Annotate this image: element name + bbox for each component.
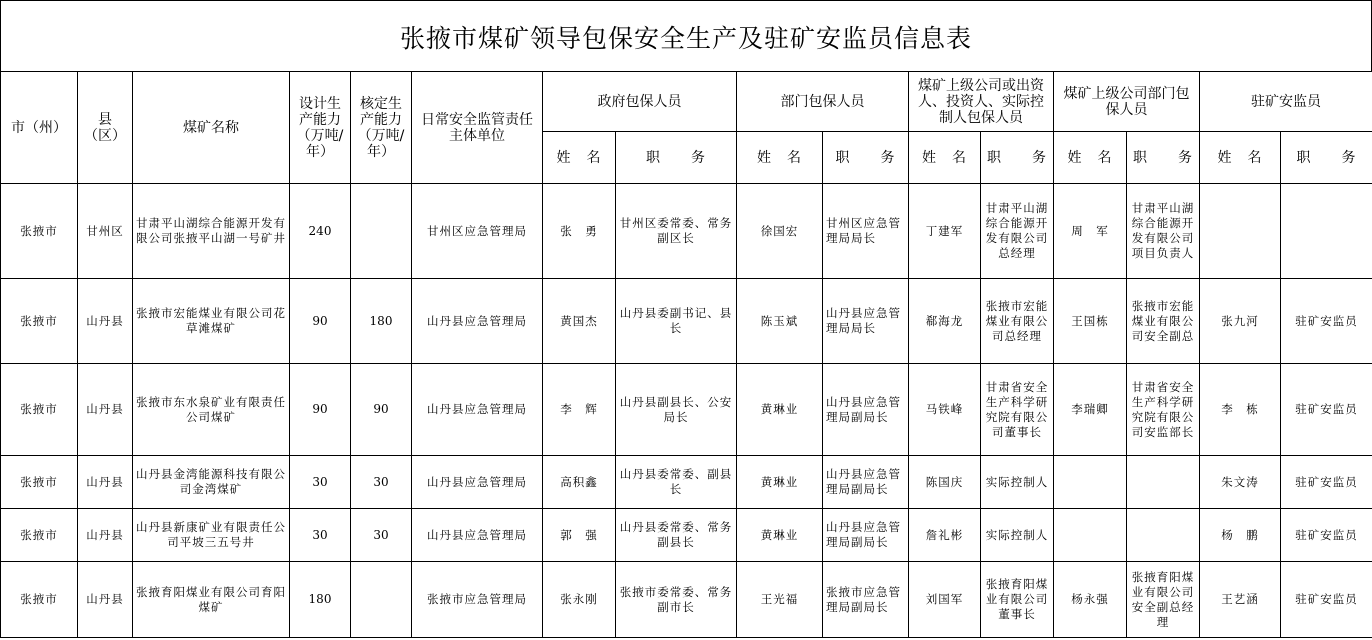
- cell-inspector-position: 驻矿安监员: [1281, 364, 1372, 456]
- cell-gov-position: 山丹县委常委、常务副县长: [616, 509, 737, 562]
- cell-company-name: 丁建军: [909, 184, 981, 279]
- cell-company-name: 郗海龙: [909, 279, 981, 364]
- cell-company-name: 陈国庆: [909, 456, 981, 509]
- header-gov-name: 姓 名: [543, 132, 616, 184]
- cell-inspector-name: 张九河: [1200, 279, 1281, 364]
- cell-company-dept-name: [1054, 456, 1127, 509]
- cell-company-dept-name: 李瑞卿: [1054, 364, 1127, 456]
- cell-dept-position: 张掖市应急管理局副局长: [823, 562, 909, 638]
- cell-design: 30: [290, 509, 351, 562]
- cell-unit: 山丹县应急管理局: [412, 456, 543, 509]
- header-dept-name: 姓 名: [737, 132, 823, 184]
- cell-design: 90: [290, 364, 351, 456]
- table-row: [1, 279, 1372, 364]
- cell-dept-name: 陈玉斌: [737, 279, 823, 364]
- cell-unit: 张掖市应急管理局: [412, 562, 543, 638]
- cell-company-dept-name: 杨永强: [1054, 562, 1127, 638]
- cell-dept-position: 甘州区应急管理局局长: [823, 184, 909, 279]
- cell-unit: 山丹县应急管理局: [412, 509, 543, 562]
- cell-gov-position: 山丹县副县长、公安局长: [616, 364, 737, 456]
- cell-approved: 180: [351, 279, 412, 364]
- cell-company-position: 甘肃省安全生产科学研究院有限公司董事长: [981, 364, 1054, 456]
- table-row: [1, 364, 1372, 456]
- cell-company-name: 詹礼彬: [909, 509, 981, 562]
- cell-inspector-position: [1281, 184, 1372, 279]
- cell-gov-position: 张掖市委常委、常务副市长: [616, 562, 737, 638]
- cell-gov-name: 黄国杰: [543, 279, 616, 364]
- cell-design: 180: [290, 562, 351, 638]
- cell-gov-name: 张 勇: [543, 184, 616, 279]
- cell-county: 山丹县: [78, 364, 133, 456]
- cell-city: 张掖市: [1, 279, 78, 364]
- cell-company-position: 实际控制人: [981, 456, 1054, 509]
- cell-inspector-position: 驻矿安监员: [1281, 279, 1372, 364]
- cell-company-dept-position: 张掖育阳煤业有限公司安全副总经理: [1127, 562, 1200, 638]
- header-inspector-name: 姓 名: [1200, 132, 1281, 184]
- cell-inspector-position: 驻矿安监员: [1281, 509, 1372, 562]
- cell-dept-name: 王光福: [737, 562, 823, 638]
- cell-gov-name: 李 辉: [543, 364, 616, 456]
- cell-design: 30: [290, 456, 351, 509]
- cell-inspector-position: 驻矿安监员: [1281, 562, 1372, 638]
- cell-company-dept-position: 甘肃省安全生产科学研究院有限公司安监部长: [1127, 364, 1200, 456]
- header-company-position: 职 务: [981, 132, 1054, 184]
- cell-dept-name: 黄琳业: [737, 509, 823, 562]
- header-company-name: 姓 名: [909, 132, 981, 184]
- cell-company-dept-name: 王国栋: [1054, 279, 1127, 364]
- cell-design: 90: [290, 279, 351, 364]
- table-row: [1, 509, 1372, 562]
- cell-mine: 山丹县新康矿业有限责任公司平坡三五号井: [133, 509, 290, 562]
- cell-company-dept-name: [1054, 509, 1127, 562]
- cell-inspector-name: 李 栋: [1200, 364, 1281, 456]
- cell-mine: 甘肃平山湖综合能源开发有限公司张掖平山湖一号矿井: [133, 184, 290, 279]
- header-mine: 煤矿名称: [133, 72, 290, 184]
- cell-approved: [351, 562, 412, 638]
- cell-dept-position: 山丹县应急管理局局长: [823, 279, 909, 364]
- header-dept-group: 部门包保人员: [737, 72, 909, 132]
- header-company-dept-group: 煤矿上级公司部门包保人员: [1054, 72, 1200, 132]
- cell-mine: 张掖市宏能煤业有限公司花草滩煤矿: [133, 279, 290, 364]
- header-design-capacity: 设计生产能力（万吨/年）: [290, 72, 351, 184]
- cell-company-dept-position: [1127, 456, 1200, 509]
- cell-design: 240: [290, 184, 351, 279]
- cell-inspector-name: 朱文涛: [1200, 456, 1281, 509]
- header-row-main: [1, 72, 1372, 132]
- cell-company-position: 张掖市宏能煤业有限公司总经理: [981, 279, 1054, 364]
- cell-gov-name: 郭 强: [543, 509, 616, 562]
- header-supervisor-unit: 日常安全监管责任主体单位: [412, 72, 543, 184]
- cell-company-dept-position: [1127, 509, 1200, 562]
- cell-gov-position: 山丹县委副书记、县长: [616, 279, 737, 364]
- header-company-dept-name: 姓 名: [1054, 132, 1127, 184]
- header-city: 市（州）: [1, 72, 78, 184]
- header-county: 县（区）: [78, 72, 133, 184]
- header-inspector-position: 职 务: [1281, 132, 1372, 184]
- cell-company-position: 实际控制人: [981, 509, 1054, 562]
- table-row: [1, 184, 1372, 279]
- cell-approved: 30: [351, 456, 412, 509]
- cell-company-name: 刘国军: [909, 562, 981, 638]
- cell-mine: 张掖育阳煤业有限公司育阳煤矿: [133, 562, 290, 638]
- cell-dept-name: 黄琳业: [737, 456, 823, 509]
- cell-gov-position: 甘州区委常委、常务副区长: [616, 184, 737, 279]
- header-dept-position: 职 务: [823, 132, 909, 184]
- header-approved-capacity: 核定生产能力（万吨/年）: [351, 72, 412, 184]
- cell-gov-name: 张永刚: [543, 562, 616, 638]
- cell-company-dept-name: 周 军: [1054, 184, 1127, 279]
- cell-county: 山丹县: [78, 509, 133, 562]
- cell-dept-position: 山丹县应急管理局副局长: [823, 456, 909, 509]
- cell-gov-position: 山丹县委常委、副县长: [616, 456, 737, 509]
- cell-city: 张掖市: [1, 562, 78, 638]
- cell-dept-name: 黄琳业: [737, 364, 823, 456]
- table-row: [1, 456, 1372, 509]
- cell-mine: 山丹县金湾能源科技有限公司金湾煤矿: [133, 456, 290, 509]
- cell-city: 张掖市: [1, 456, 78, 509]
- sheet-title: 张掖市煤矿领导包保安全生产及驻矿安监员信息表: [0, 0, 1372, 72]
- cell-company-position: 甘肃平山湖综合能源开发有限公司总经理: [981, 184, 1054, 279]
- cell-inspector-name: 王艺涵: [1200, 562, 1281, 638]
- header-inspector-group: 驻矿安监员: [1200, 72, 1372, 132]
- info-table: [0, 71, 1372, 638]
- cell-city: 张掖市: [1, 509, 78, 562]
- header-company-dept-position: 职 务: [1127, 132, 1200, 184]
- cell-approved: 30: [351, 509, 412, 562]
- cell-approved: [351, 184, 412, 279]
- cell-inspector-position: 驻矿安监员: [1281, 456, 1372, 509]
- cell-county: 山丹县: [78, 279, 133, 364]
- cell-county: 甘州区: [78, 184, 133, 279]
- cell-company-position: 张掖育阳煤业有限公司董事长: [981, 562, 1054, 638]
- cell-dept-position: 山丹县应急管理局副局长: [823, 364, 909, 456]
- cell-inspector-name: 杨 鹏: [1200, 509, 1281, 562]
- cell-company-name: 马铁峰: [909, 364, 981, 456]
- cell-dept-name: 徐国宏: [737, 184, 823, 279]
- header-gov-group: 政府包保人员: [543, 72, 737, 132]
- cell-county: 山丹县: [78, 456, 133, 509]
- cell-company-dept-position: 甘肃平山湖综合能源开发有限公司项目负责人: [1127, 184, 1200, 279]
- cell-mine: 张掖市东水泉矿业有限责任公司煤矿: [133, 364, 290, 456]
- cell-inspector-name: [1200, 184, 1281, 279]
- header-company-group: 煤矿上级公司或出资人、投资人、实际控制人包保人员: [909, 72, 1054, 132]
- cell-city: 张掖市: [1, 364, 78, 456]
- cell-city: 张掖市: [1, 184, 78, 279]
- header-gov-position: 职 务: [616, 132, 737, 184]
- table-row: [1, 562, 1372, 638]
- cell-unit: 山丹县应急管理局: [412, 364, 543, 456]
- cell-unit: 甘州区应急管理局: [412, 184, 543, 279]
- cell-company-dept-position: 张掖市宏能煤业有限公司安全副总: [1127, 279, 1200, 364]
- cell-gov-name: 高积鑫: [543, 456, 616, 509]
- cell-approved: 90: [351, 364, 412, 456]
- cell-dept-position: 山丹县应急管理局副局长: [823, 509, 909, 562]
- cell-unit: 山丹县应急管理局: [412, 279, 543, 364]
- cell-county: 山丹县: [78, 562, 133, 638]
